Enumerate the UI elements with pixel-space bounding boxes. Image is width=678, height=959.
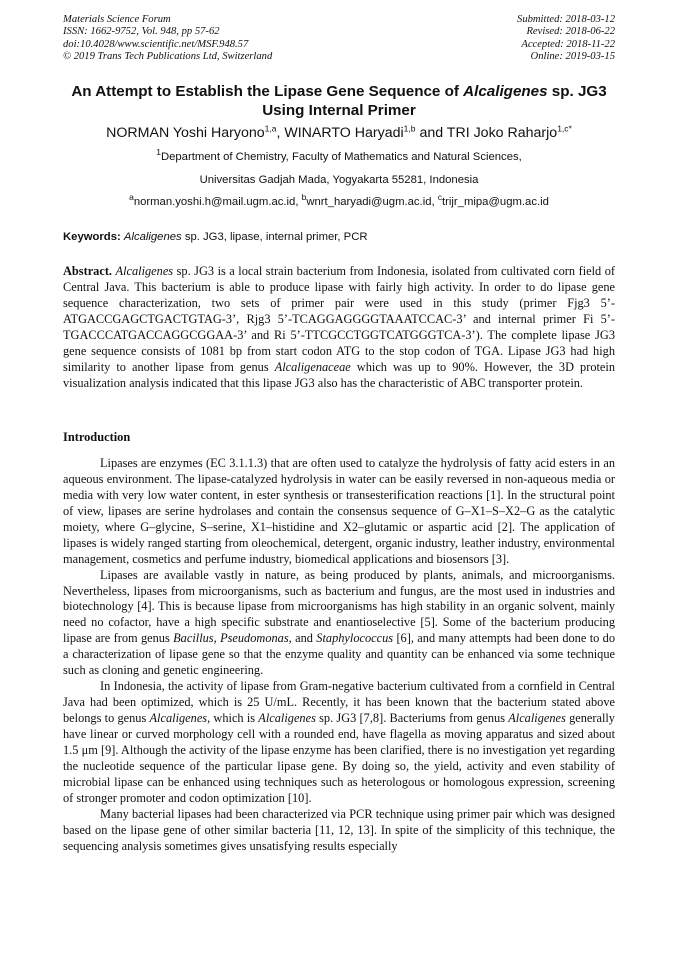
affiliation-department: Department of Chemistry, Faculty of Mathematics and Natural Sciences, (160, 151, 522, 163)
online-date: Online: 2019-03-15 (530, 51, 615, 63)
intro-paragraph-1: Lipases are enzymes (EC 3.1.1.3) that are often used to catalyze the hydrolysis of fatty acid esters in an aqueous environment. The lipase-catalyzed hydrolysis in water can be easily reversed in non-aqueous media or media with very low water content, in ester synthesis or transesterification reactions [1]. In the structural point of view, lipases are serine hydrolases and contain the consensus sequence of G–X1–S–X2–G as the catalytic moiety, where G–glycine, S–serine, X1–histidine and X2–glutamic or aspartic acid [2]. The application of lipases is widely ranged starting from oleochemical, detergent, organic industry, leather industry, environmental management, cosmetics and perfume industry, biomedical applications and biosensors [3]. (63, 456, 615, 566)
journal-name: Materials Science Forum (63, 14, 171, 25)
introduction-body (63, 456, 615, 854)
section-heading-introduction: Introduction (63, 430, 131, 444)
email-sup-a: a (129, 192, 134, 203)
author-1-sup: 1,a (264, 123, 277, 134)
paper-title (63, 82, 615, 120)
accepted-date: Accepted: 2018-11-22 (521, 38, 615, 50)
email-a: norman.yoshi.h@mail.ugm.ac.id, (133, 196, 302, 208)
p2-pseudomonas: Pseudomonas, (220, 631, 292, 646)
intro-paragraph-4: Many bacterial lipases had been characterized via PCR technique using primer pair which was designed based on the lipase gene of other similar bacteria [11, 12, 13]. In spite of the simplicity of this technique, the sequencing analysis sometimes gives unsatisfying results especially (63, 806, 615, 853)
abstract-genus: Alcaligenes (115, 264, 174, 278)
p2-bacillus: Bacillus, (173, 631, 217, 646)
revised-date: Revised: 2018-06-22 (526, 26, 615, 38)
doi: doi:10.4028/www.scientific.net/MSF.948.57 (63, 38, 249, 50)
p2-text-a: Lipases are available vastly in nature, as being produced by plants, animals, and microorganisms. Nevertheless, lipases from microorganisms, such as bacterium and fungus, are the most used in industries and biotechnology [4]. This is because lipase from microorganisms has high stability in an organic solvent, mainly need no cofactor, have a high specific substrate and enantioselective [5]. Some of the bacterium producing lipase are from genus (63, 567, 615, 646)
title-genus: Alcaligenes (463, 83, 548, 100)
author-3-sup: 1,c* (557, 123, 572, 134)
p3-text-c: generally have linear or curved morphology cell with a rounded end, have flagella as moving apparatus and sized about 1.5 μm [9]. Although the activity of the lipase enzyme has been clarified, there is no investigation yet regarding the nucleotide sequence of the particular lipase gene. By doing so, the yield, activity and even stability of microbial lipase can be enhanced using techniques such as heterologous or homologous expression, screening of stronger promoter and codon optimization [10]. (63, 711, 615, 805)
affiliation-line-1 (63, 147, 615, 164)
p3-alcaligenes-2: Alcaligenes (258, 711, 316, 725)
author-list (63, 124, 615, 142)
abstract-paragraph (63, 264, 615, 392)
publication-info (63, 14, 363, 64)
abstract-label: Abstract. (63, 264, 113, 278)
p2-and: and (291, 631, 317, 646)
keywords (63, 230, 615, 244)
affiliation-sup: 1 (156, 147, 161, 158)
email-sup-b: b (301, 192, 307, 203)
abstract-family: Alcaligenaceae (274, 359, 351, 374)
abstract (63, 264, 615, 392)
affiliation-line-2: Universitas Gadjah Mada, Yogyakarta 55281, Indonesia (199, 174, 479, 186)
intro-paragraph-2 (63, 568, 615, 680)
abstract-text-1: sp. JG3 is a local strain bacterium from Indonesia, isolated from cultivated corn field of Central Java. This bacterium is able to produce lipase with fairly high activity. In order to do lipase gene sequence characterization, two sets of primer pair were used in this study (primer Fjg3 5’- ATGACCGAGCTGACTGTAG-3’, Rjg3 5’-TCAGGAGGGGTAAATCCAC-3’ and internal primer Fi 5’-TGACCCATGACCAGGCGGAA-3’ and Ri 5’-TTCGCCTGGTCATGGGTCA-3’). The complete lipase JG3 gene sequence consists of 1081 bp from start codon ATG to the stop codon of TGA. Lipase JG3 had high similarity to another lipase from genus (63, 264, 615, 374)
intro-paragraph-3 (63, 679, 615, 807)
p3-text-a: In Indonesia, the activity of lipase from Gram-negative bacterium cultivated from a cornfield in Central Java had been optimized, which is 25 U/mL. Recently, it has been known that the bacterium stated above belongs to genus (63, 679, 615, 725)
author-2: , WINARTO Haryadi (276, 125, 404, 141)
issn: ISSN: 1662-9752, Vol. 948, pp 57-62 (63, 26, 220, 38)
p2-staphylococcus: Staphylococcus (316, 631, 394, 646)
keywords-genus: Alcaligenes (123, 231, 182, 243)
keywords-label: Keywords: (63, 231, 121, 243)
author-2-sup: 1,b (403, 123, 416, 134)
submitted-date: Submitted: 2018-03-12 (517, 14, 615, 25)
author-1: NORMAN Yoshi Haryono (106, 125, 265, 141)
publication-dates (355, 14, 615, 64)
email-b: wnrt_haryadi@ugm.ac.id, (306, 196, 438, 208)
p3-alcaligenes-1: Alcaligenes, (149, 711, 211, 725)
email-sup-c: c (437, 192, 443, 203)
keywords-list: sp. JG3, lipase, internal primer, PCR (181, 231, 368, 243)
title-post: sp. JG3 Using Internal Primer (262, 83, 607, 119)
author-emails (63, 192, 615, 209)
p2-text-b: [6], and many attempts had been done to do a characterization of lipase gene so that the enzyme quality and quantity can be enhanced via some technique such as cloning and genetic engineering. (63, 631, 616, 678)
p3-alcaligenes-3: Alcaligenes (508, 711, 566, 725)
title-pre: An Attempt to Establish the Lipase Gene Sequence of (71, 83, 464, 100)
p3-text-b: sp. JG3 [7,8]. Bacteriums from genus (315, 711, 509, 725)
author-3: and TRI Joko Raharjo (415, 125, 558, 141)
copyright: © 2019 Trans Tech Publications Ltd, Switzerland (63, 51, 273, 63)
p3-which: which is (210, 711, 259, 725)
abstract-text-2: which was up to 90%. However, the 3D protein visualization analysis indicated that this lipase JG3 also has the characteristic of ABC transporter protein. (63, 359, 616, 390)
email-c: trijr_mipa@ugm.ac.id (442, 196, 549, 208)
